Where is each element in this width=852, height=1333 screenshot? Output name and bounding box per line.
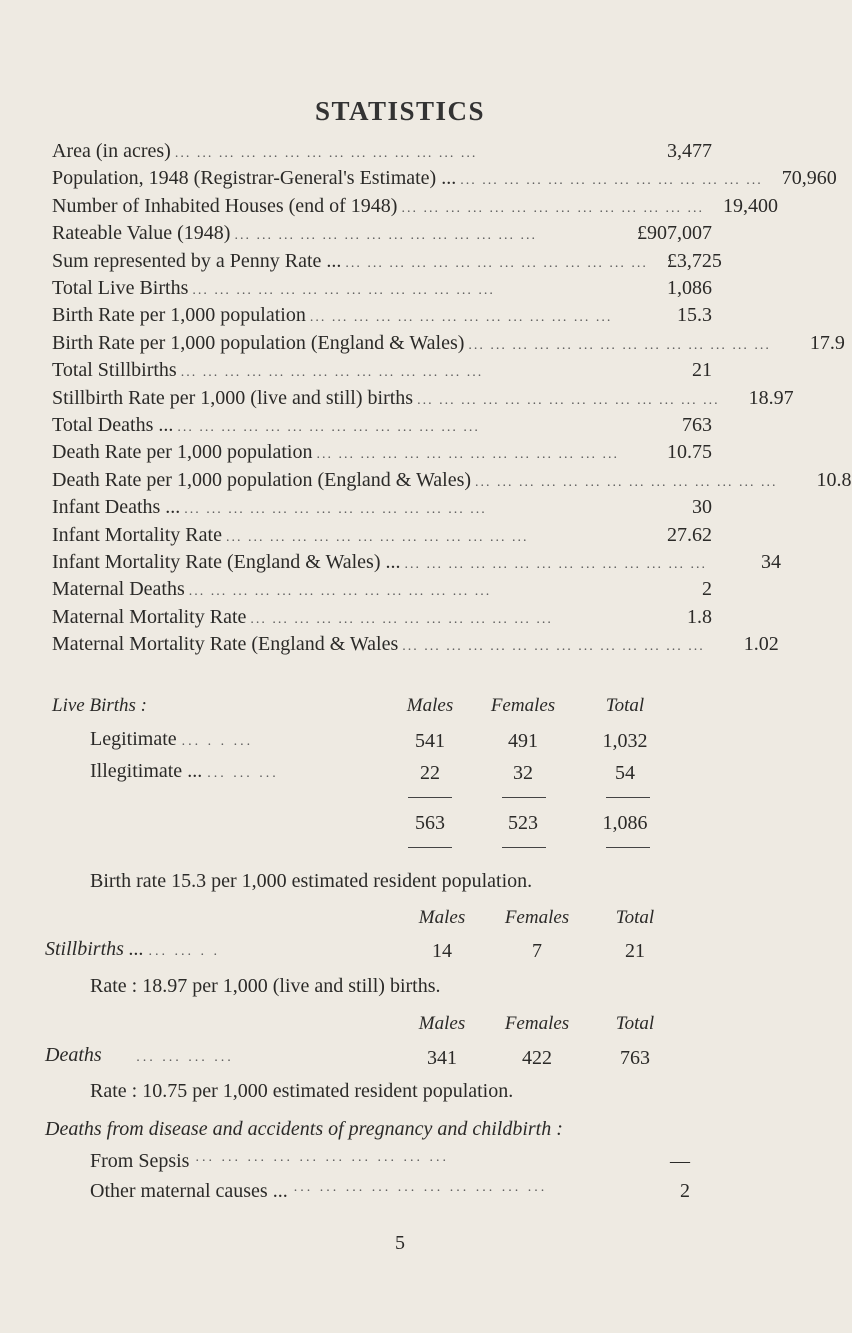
stat-value: 17.9 xyxy=(809,331,845,354)
divider xyxy=(408,797,452,798)
divider xyxy=(606,847,650,848)
divider xyxy=(502,797,546,798)
stat-row xyxy=(52,524,712,550)
leader-dots: ... ... ... ... ... ... ... ... ... ... ... ... ... ... xyxy=(180,365,484,381)
page-number: 5 xyxy=(395,1232,405,1254)
deaths-col-males: Males xyxy=(418,1013,466,1034)
stat-value: 1.8 xyxy=(687,605,712,628)
stat-value: £907,007 xyxy=(637,222,712,245)
deaths-total: 763 xyxy=(620,1047,650,1069)
stat-label: Maternal Mortality Rate xyxy=(52,605,247,628)
stat-value: £3,725 xyxy=(666,249,722,272)
live-births-illegitimate-males: 22 xyxy=(420,762,440,784)
stillbirths-females: 7 xyxy=(532,940,542,962)
leader-dots: ... ... ... ... ... ... ... ... ... ... ... ... ... ... xyxy=(174,146,478,161)
stat-row xyxy=(52,551,781,577)
leader-dots: ... ... ... ... ... ... ... ... ... ... ... ... ... ... xyxy=(468,337,771,353)
stat-label: Number of Inhabited Houses (end of 1948) xyxy=(52,194,398,217)
live-births-total-total: 1,086 xyxy=(602,812,648,834)
stillbirth-rate-note: Rate : 18.97 per 1,000 (live and still) births. xyxy=(90,975,441,997)
stat-label: Population, 1948 (Registrar-General's Estimate) ... xyxy=(52,167,457,190)
stat-label: Total Stillbirths xyxy=(52,359,177,382)
leader-dots: ... ... ... ... ... ... ... ... ... ... ... ... ... ... xyxy=(417,392,720,408)
stat-label: Infant Mortality Rate (England & Wales) ... xyxy=(52,551,401,573)
live-births-heading: Live Births : xyxy=(52,695,147,716)
divider xyxy=(408,847,452,848)
page-title: STATISTICS xyxy=(314,96,486,126)
birth-rate-note: Birth rate 15.3 per 1,000 estimated resident population. xyxy=(90,870,533,892)
leader-dots: ... ... ... ... ... ... ... ... ... ... ... ... ... ... xyxy=(316,447,619,463)
stat-label: Birth Rate per 1,000 population xyxy=(52,304,306,327)
leader-dots: ... ... ... ... ... ... ... ... ... ... ... ... ... ... xyxy=(188,584,492,600)
stat-label: Area (in acres) xyxy=(52,140,171,162)
stillbirths-col-males: Males xyxy=(418,907,466,928)
leader-dots: ... ... ... ... ... ... ... ... ... ... ... ... ... ... xyxy=(404,557,707,572)
stat-label: Death Rate per 1,000 population xyxy=(52,441,313,464)
stat-label: Maternal Mortality Rate (England & Wales xyxy=(52,633,399,656)
stat-label: Infant Mortality Rate xyxy=(52,523,222,546)
stat-row xyxy=(52,468,852,495)
stat-row xyxy=(52,167,837,193)
stat-row xyxy=(52,194,778,221)
live-births-col-females: Females xyxy=(490,695,556,716)
stat-row xyxy=(52,606,712,632)
leader-dots: ... ... ... ... ... ... ... ... ... ... ... ... ... ... xyxy=(401,200,704,216)
stat-label: Total Deaths ... xyxy=(52,414,174,436)
leader-dots: ... ... ... ... ... ... ... ... ... ... ... ... ... ... xyxy=(250,611,553,627)
stat-row xyxy=(52,578,712,604)
live-births-legitimate-males: 541 xyxy=(415,730,445,752)
stat-value: 10.8 xyxy=(816,468,852,491)
stat-label: Stillbirth Rate per 1,000 (live and still) births xyxy=(52,386,414,409)
stat-row xyxy=(52,222,712,248)
stat-value: 70,960 xyxy=(781,167,837,190)
stillbirths-col-total: Total xyxy=(615,907,655,928)
stat-label: Death Rate per 1,000 population (England & Wales) xyxy=(52,468,472,491)
stat-row xyxy=(52,386,794,413)
stat-value: 1.02 xyxy=(743,633,779,656)
stat-label: Birth Rate per 1,000 population (England & Wales) xyxy=(52,331,465,354)
leader-dots: ... ... ... ... ... ... ... ... ... ... ... ... ... ... xyxy=(309,310,613,326)
stat-value: 3,477 xyxy=(667,140,712,162)
stat-value: 763 xyxy=(682,414,712,436)
live-births-total-males: 563 xyxy=(415,812,445,834)
leader-dots: ... ... ... ... ... ... ... ... ... ... ... ... ... ... xyxy=(177,420,480,435)
live-births-row-illegitimate-label: Illegitimate ... ... ... ... xyxy=(90,760,279,782)
live-births-illegitimate-females: 32 xyxy=(513,762,533,784)
stat-row xyxy=(52,277,712,303)
deaths-col-total: Total xyxy=(615,1013,655,1034)
stat-value: 2 xyxy=(702,578,712,601)
stat-row xyxy=(52,441,712,467)
stat-value: 1,086 xyxy=(667,277,712,299)
divider xyxy=(606,797,650,798)
leader-dots: ... ... ... ... ... ... ... ... ... ... ... ... ... ... xyxy=(184,502,487,518)
maternal-row-other: Other maternal causes ... ... ... ... ... ... ... ... ... ... ... 2 xyxy=(90,1180,690,1202)
stillbirths-males: 14 xyxy=(432,940,452,962)
stat-value: 19,400 xyxy=(722,194,778,217)
stat-value: 10.75 xyxy=(667,441,712,464)
stat-label: Total Live Births xyxy=(52,277,189,299)
leader-dots: ... ... ... ... ... ... ... ... ... ... ... ... ... ... xyxy=(234,228,537,244)
stat-row xyxy=(52,140,712,166)
stat-row xyxy=(52,304,712,330)
stat-row xyxy=(52,331,845,358)
leader-dots: ... ... ... ... ... ... ... ... ... ... ... ... ... ... xyxy=(345,255,648,271)
stillbirths-col-females: Females xyxy=(504,907,570,928)
stat-label: Sum represented by a Penny Rate ... xyxy=(52,249,342,272)
stat-row xyxy=(52,496,712,522)
stat-value: 34 xyxy=(761,551,781,573)
stillbirths-label: Stillbirths ... ... ... . . xyxy=(45,938,221,960)
stat-value: 15.3 xyxy=(677,304,712,327)
stat-label: Maternal Deaths xyxy=(52,578,185,601)
live-births-legitimate-total: 1,032 xyxy=(602,730,648,752)
maternal-row-sepsis: From Sepsis ... ... ... ... ... ... ... ... ... ... — xyxy=(90,1150,690,1172)
live-births-col-total: Total xyxy=(605,695,645,716)
leader-dots: ... ... ... ... ... ... ... ... ... ... ... ... ... ... xyxy=(402,639,705,655)
stat-label: Infant Deaths ... xyxy=(52,496,181,519)
deaths-label: Deaths ... ... ... ... xyxy=(45,1044,235,1066)
live-births-col-males: Males xyxy=(406,695,454,716)
leader-dots: ... ... ... ... ... ... ... ... ... ... ... ... ... ... xyxy=(460,173,763,189)
stat-row xyxy=(52,414,712,440)
live-births-row-legitimate-label: Legitimate ... . . ... xyxy=(90,728,254,750)
deaths-males: 341 xyxy=(427,1047,457,1069)
live-births-illegitimate-total: 54 xyxy=(615,762,635,784)
stat-value: 27.62 xyxy=(667,523,712,546)
leader-dots: ... ... ... ... ... ... ... ... ... ... ... ... ... ... xyxy=(225,529,529,545)
divider xyxy=(502,847,546,848)
live-births-total-females: 523 xyxy=(508,812,538,834)
maternal-heading: Deaths from disease and accidents of pregnancy and childbirth : xyxy=(45,1118,563,1140)
stat-value: 21 xyxy=(692,359,712,382)
stillbirths-total: 21 xyxy=(625,940,645,962)
stat-row xyxy=(52,359,712,385)
deaths-col-females: Females xyxy=(504,1013,570,1034)
stat-row xyxy=(52,633,779,659)
leader-dots: ... ... ... ... ... ... ... ... ... ... ... ... ... ... xyxy=(192,283,495,298)
stat-value: 30 xyxy=(692,496,712,519)
deaths-females: 422 xyxy=(522,1047,552,1069)
stat-row xyxy=(52,249,722,276)
leader-dots: ... ... ... ... ... ... ... ... ... ... ... ... ... ... xyxy=(475,474,778,490)
live-births-legitimate-females: 491 xyxy=(508,730,538,752)
stat-label: Rateable Value (1948) xyxy=(52,222,231,245)
death-rate-note: Rate : 10.75 per 1,000 estimated resident population. xyxy=(90,1080,514,1102)
stat-value: 18.97 xyxy=(748,386,794,409)
